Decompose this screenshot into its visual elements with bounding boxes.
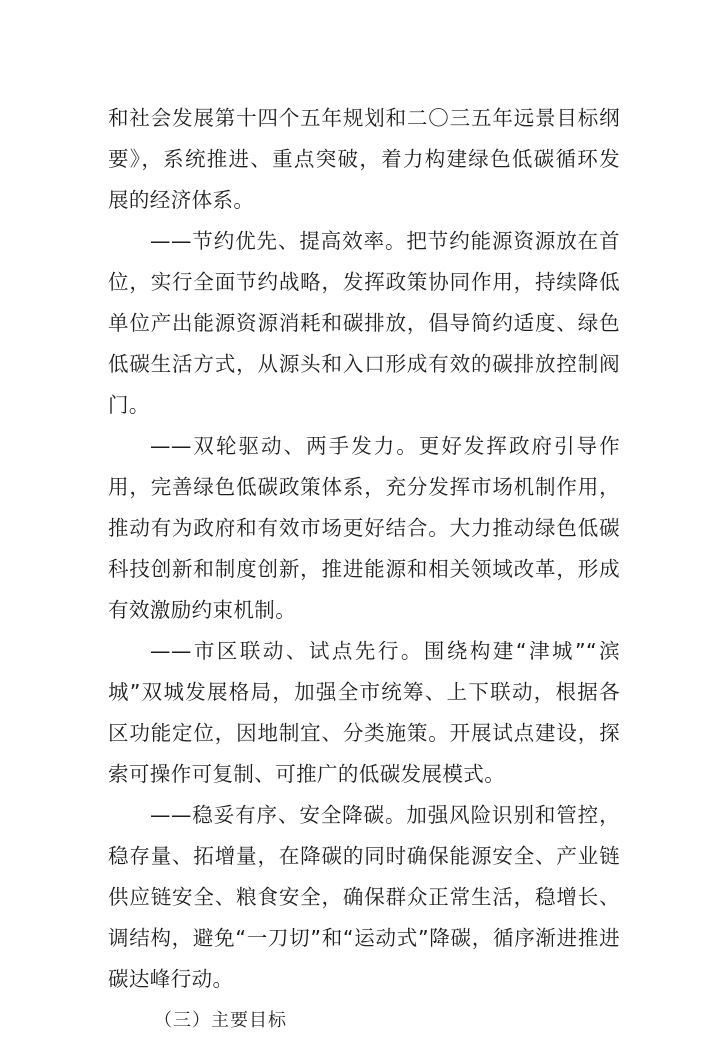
paragraph-saving-priority: ——节约优先、提高效率。把节约能源资源放在首位，实行全面节约战略，发挥政策协同作用，持续降低单位产出能源资源消耗和碳排放，倡导简约适度、绿色低碳生活方式，从源头和入口形成有效的碳排放控制阀门。: [108, 229, 620, 417]
paragraph-city-district-linkage: ——市区联动、试点先行。围绕构建“津城”“滨城”双城发展格局，加强全市统筹、上下联动，根据各区功能定位，因地制宜、分类施策。开展试点建设，探索可操作可复制、可推广的低碳发展模式。: [108, 639, 620, 786]
paragraph-intro-continuation: 和社会发展第十四个五年规划和二〇三五年远景目标纲要》，系统推进、重点突破，着力构建绿色低碳循环发展的经济体系。: [108, 106, 620, 212]
paragraph-safe-carbon-reduction: ——稳妥有序、安全降碳。加强风险识别和管控，稳存量、拓增量，在降碳的同时确保能源安全、产业链供应链安全、粮食安全，确保群众正常生活，稳增长、调结构，避免“一刀切”和“运动式”降碳，循序渐进推进碳达峰行动。: [108, 803, 620, 991]
paragraph-dual-drive: ——双轮驱动、两手发力。更好发挥政府引导作用，完善绿色低碳政策体系，充分发挥市场机制作用，推动有为政府和有效市场更好结合。大力推动绿色低碳科技创新和制度创新，推进能源和相关领域改革，形成有效激励约束机制。: [108, 434, 620, 622]
section-heading-main-targets: （三）主要目标: [154, 1010, 287, 1031]
document-body: [108, 98, 620, 1041]
